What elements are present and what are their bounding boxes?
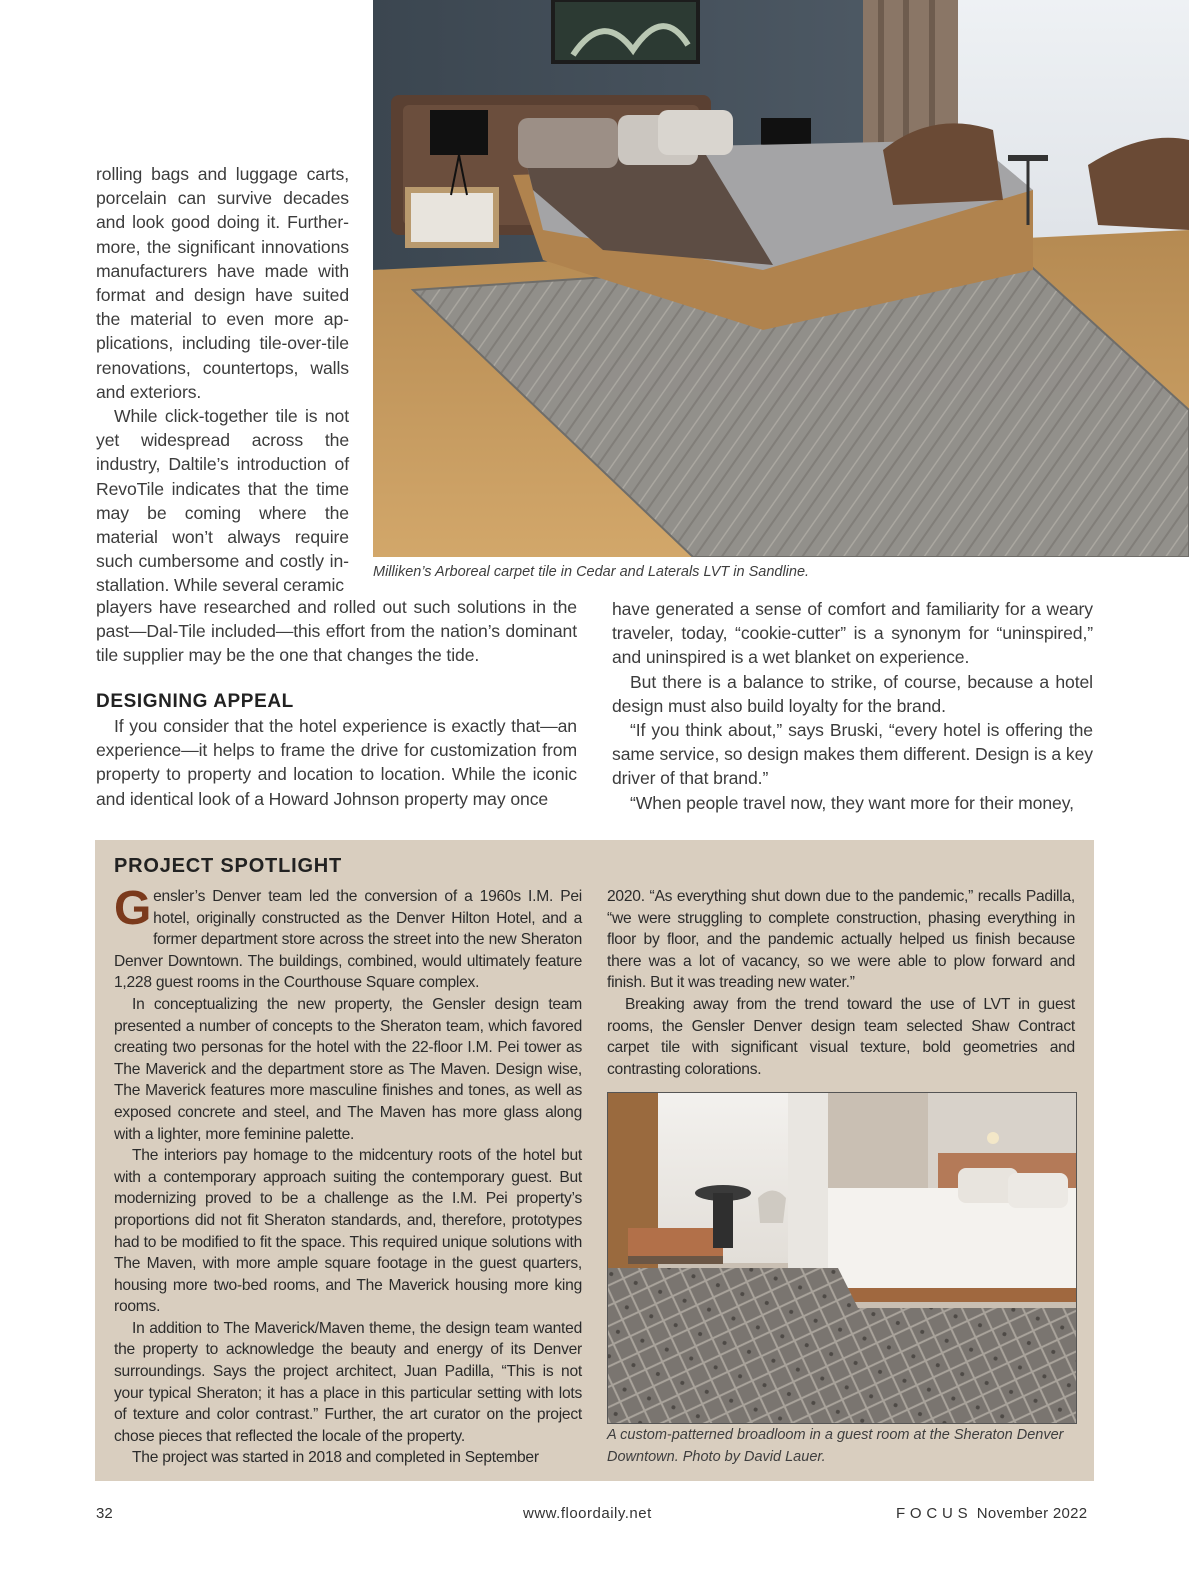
paragraph [114, 882, 582, 994]
paragraph: While click-together tile is not yet widespread across the industry, Daltile’s introduction of RevoTile indicates that the time may be coming where the material won’t always require such cumbersome and costly installation. While several ceramic [96, 406, 349, 596]
paragraph: “If you think about,” says Bruski, “every hotel is offering the same service, so design makes them different. Design is a key driver of that brand.” [612, 720, 1093, 789]
paragraph: have generated a sense of comfort and familiarity for a weary traveler, today, “cookie-cutter” is a synonym for “uninspired,” and uninspired is a wet blanket on experience. [612, 599, 1093, 668]
spotlight-col1 [114, 882, 582, 1469]
bedroom-photo [373, 0, 1189, 557]
paragraph: The project was started in 2018 and completed in September [132, 1449, 539, 1467]
paragraph: players have researched and rolled out such solutions in the past—Dal-Tile included—this effort from the nation’s dominant tile supplier may be the one that changes the tide. [96, 597, 577, 666]
section-heading: DESIGNING APPEAL [96, 691, 294, 712]
article-col1-section [96, 714, 577, 811]
drop-cap: G [114, 882, 152, 935]
guest-room-photo [607, 1092, 1077, 1424]
article-col1-bottom [96, 595, 577, 668]
paragraph: 2020. “As everything shut down due to the pandemic,” recalls Padilla, “we were struggling to complete construction, phasing everything in floor by floor, and the pandemic actually helped us finish because there was a lot of vacancy, so we were able to plow forward and finish. But it was treading new water.” [607, 888, 1075, 992]
footer-publication: F O C U S November 2022 [896, 1505, 1088, 1522]
first-paragraph: ensler’s Denver team led the conversion of a 1960s I.M. Pei hotel, originally constructed as the Denver Hilton Hotel, and a former department store across the street into the new Sheraton Denver Downtown. The buildings, combined, would ultimately feature 1,228 guest rooms in the Courthouse Square complex. [114, 888, 582, 992]
paragraph: In conceptualizing the new property, the Gensler design team presented a number of concepts to the Sheraton team, which favored creating two personas for the hotel with the 22-floor I.M. Pei tower as The Maverick and the department store as The Maven. Design wise, The Maverick features more masculine finishes and tones, as well as exposed concrete and steel, and The Maven has more glass along with a lighter, more feminine palette. [114, 995, 582, 1143]
article-col1-top [96, 162, 349, 598]
paragraph: But there is a balance to strike, of course, because a hotel design must also build loyalty for the brand. [612, 671, 1093, 716]
spotlight-col2 [607, 886, 1075, 1080]
footer-website[interactable]: www.floordaily.net [523, 1505, 652, 1522]
top-photo-caption: Milliken’s Arboreal carpet tile in Cedar and Laterals LVT in Sandline. [373, 564, 810, 580]
room-photo-caption: A custom-patterned broadloom in a guest room at the Sheraton Denver Downtown. Photo by David Lauer. [607, 1427, 1064, 1465]
paragraph: “When people travel now, they want more for their money, [630, 792, 1074, 813]
paragraph: If you consider that the hotel experience is exactly that—an experience—it helps to frame the drive for customization from property to property and location to location. While the iconic and identical look of a Howard Johnson property may once [96, 716, 577, 809]
paragraph: rolling bags and luggage carts, porcelain can survive decades and look good doing it. Furthermore, the significant innovations manufacturers have made with format and design have suited the material to even more applications, including tile-over-tile renovations, countertops, walls and exteriors. [96, 164, 349, 402]
spotlight-heading: PROJECT SPOTLIGHT [114, 855, 343, 877]
paragraph: Breaking away from the trend toward the use of LVT in guest rooms, the Gensler Denver design team selected Shaw Contract carpet tile with significant visual texture, bold geometries and contrasting colorations. [607, 995, 1075, 1078]
article-col2 [612, 597, 1093, 815]
paragraph: The interiors pay homage to the midcentury roots of the hotel but with a contemporary approach suiting the contemporary guest. But modernizing proved to be a challenge as the I.M. Pei property’s proportions did not fit Sheraton standards, and, therefore, prototypes had to be modified to fit the space. This required unique solutions with The Maven, with more ample square footage in the guest quarters, housing more two-bed rooms, and The Maverick housing more king rooms. [114, 1147, 582, 1316]
paragraph: In addition to The Maverick/Maven theme, the design team wanted the property to acknowledge the beauty and energy of its Denver surroundings. Says the project architect, Juan Padilla, “This is not your typical Sheraton; it has a place in this particular setting with lots of texture and color contrast.” Further, the art curator on the project chose pieces that reflected the locale of the property. [114, 1319, 582, 1445]
page-number: 32 [96, 1505, 113, 1522]
